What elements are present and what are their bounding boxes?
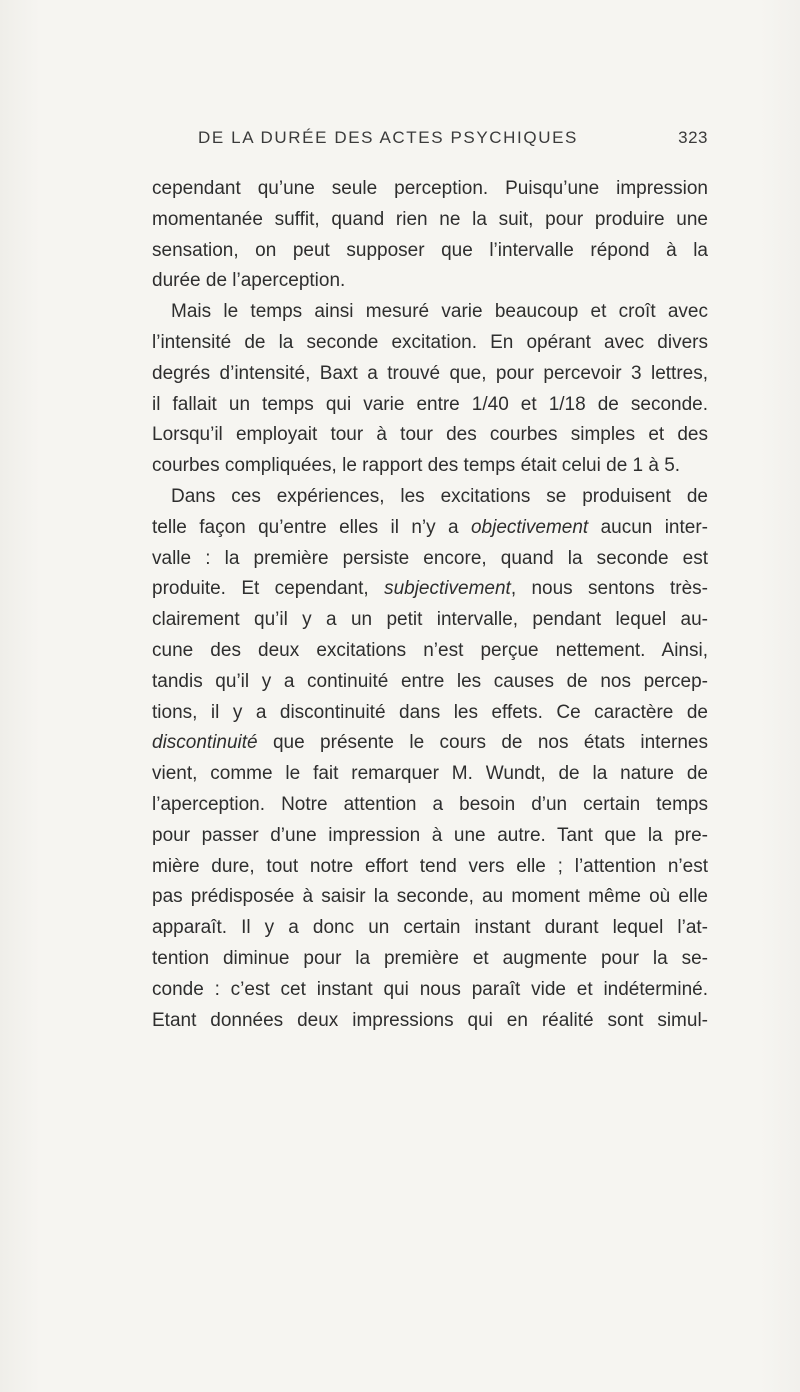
text-line xyxy=(152,544,708,575)
text-segment: telle façon qu’entre elles il n’y a xyxy=(152,516,471,538)
text-line xyxy=(152,451,708,482)
text-segment: tandis qu’il y a continuité entre les causes de nos percep- xyxy=(152,670,708,692)
text-line xyxy=(152,975,708,1006)
text-segment: pour passer d’une impression à une autre. Tant que la pre- xyxy=(152,824,708,846)
text-line xyxy=(152,698,708,729)
text-segment: il fallait un temps qui varie entre 1/40 et 1/18 de seconde. xyxy=(152,393,708,415)
text-line xyxy=(152,944,708,975)
text-line xyxy=(152,821,708,852)
italic-text: objectivement xyxy=(470,516,589,538)
text-segment: momentanée suffit, quand rien ne la suit, pour produire une xyxy=(152,208,708,230)
text-segment: tention diminue pour la première et augmente pour la se- xyxy=(152,947,708,969)
text-line xyxy=(152,205,708,236)
text-line xyxy=(152,359,708,390)
text-segment: vient, comme le fait remarquer M. Wundt, de la nature de xyxy=(152,763,708,785)
text-line xyxy=(152,882,708,913)
text-segment: sensation, on peut supposer que l’intervalle répond à la xyxy=(152,239,708,261)
text-segment: conde : c’est cet instant qui nous paraît vide et indéterminé. xyxy=(152,978,708,1000)
text-line xyxy=(152,236,708,267)
text-segment: produite. Et cependant, xyxy=(152,578,385,600)
text-line xyxy=(152,328,708,359)
text-segment: degrés d’intensité, Baxt a trouvé que, pour percevoir 3 lettres, xyxy=(152,362,708,384)
text-line xyxy=(152,420,708,451)
body-text xyxy=(152,174,708,1036)
italic-text: discontinuité xyxy=(152,732,258,754)
text-line xyxy=(152,513,708,544)
text-segment: que présente le cours de nos états internes xyxy=(257,732,708,754)
text-segment: l’intensité de la seconde excitation. En opérant avec divers xyxy=(152,331,708,353)
text-segment: Mais le temps ainsi mesuré varie beaucoup et croît avec xyxy=(171,301,708,323)
text-segment: Lorsqu’il employait tour à tour des courbes simples et des xyxy=(152,424,708,446)
text-line xyxy=(152,174,708,205)
text-line xyxy=(152,636,708,667)
text-line xyxy=(152,605,708,636)
running-head: DE LA DURÉE DES ACTES PSYCHIQUES xyxy=(198,128,578,147)
text-line xyxy=(152,913,708,944)
text-segment: aucun inter- xyxy=(588,516,708,538)
text-segment: , nous sentons très- xyxy=(510,578,708,600)
text-line xyxy=(152,790,708,821)
text-segment: durée de l’aperception. xyxy=(152,270,346,292)
text-segment: Etant données deux impressions qui en réalité sont simul- xyxy=(152,1009,708,1031)
text-segment: cependant qu’une seule perception. Puisqu’une impression xyxy=(152,178,708,199)
text-segment: tions, il y a discontinuité dans les effets. Ce caractère de xyxy=(152,701,708,723)
text-segment: l’aperception. Notre attention a besoin d’un certain temps xyxy=(152,793,708,815)
text-line xyxy=(152,728,708,759)
text-line xyxy=(152,759,708,790)
text-segment: apparaît. Il y a donc un certain instant durant lequel l’at- xyxy=(152,917,708,939)
text-segment: clairement qu’il y a un petit intervalle, pendant lequel au- xyxy=(152,609,708,631)
text-line xyxy=(152,297,708,328)
text-segment: pas prédisposée à saisir la seconde, au moment même où elle xyxy=(152,886,708,908)
text-line xyxy=(152,1006,708,1037)
text-segment: Dans ces expériences, les excitations se produisent de xyxy=(171,485,708,507)
text-segment: mière dure, tout notre effort tend vers elle ; l’attention n’est xyxy=(152,855,708,877)
text-line xyxy=(152,390,708,421)
page-number: 323 xyxy=(678,128,708,147)
text-segment: courbes compliquées, le rapport des temps était celui de 1 à 5. xyxy=(152,455,681,477)
text-segment: valle : la première persiste encore, quand la seconde est xyxy=(152,547,708,569)
text-segment: cune des deux excitations n’est perçue nettement. Ainsi, xyxy=(152,639,708,661)
text-line xyxy=(152,667,708,698)
italic-text: subjectivement xyxy=(384,578,511,600)
text-line xyxy=(152,574,708,605)
page-header xyxy=(152,128,708,156)
text-line xyxy=(152,266,708,297)
text-line xyxy=(152,852,708,883)
text-line xyxy=(152,482,708,513)
